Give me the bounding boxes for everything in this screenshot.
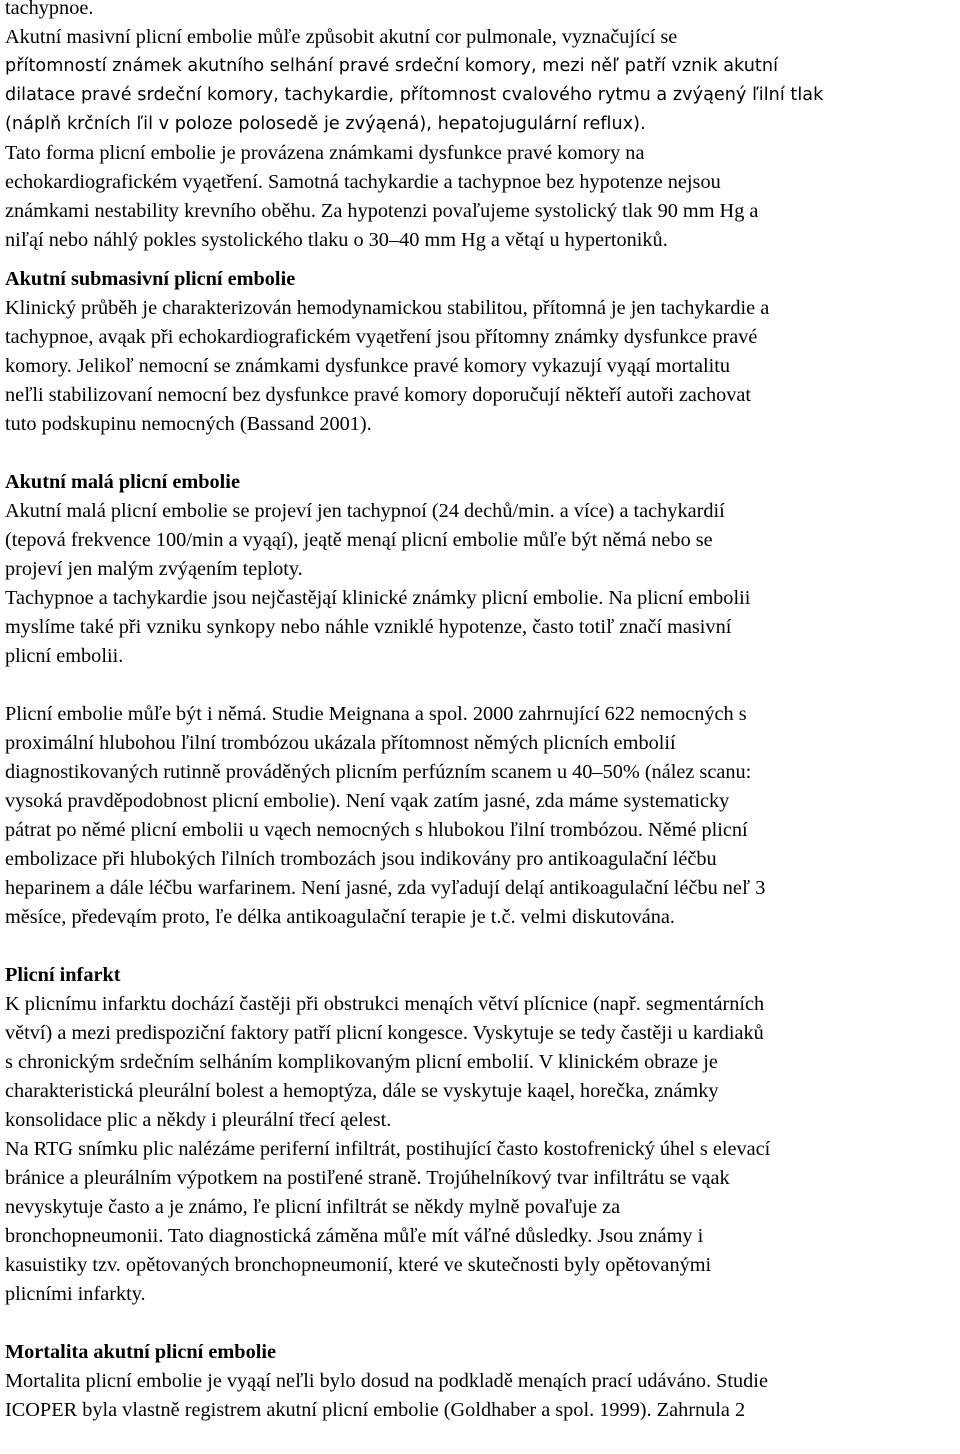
text-line: embolizace při hlubokých ľilních trombozách jsou indikovány pro antikoagulační léčbu <box>5 848 717 870</box>
section-heading-submasivni: Akutní submasivní plicní embolie <box>5 268 296 290</box>
text-line: neľli stabilizovaní nemocní bez dysfunkce pravé komory doporučují někteří autoři zachovat <box>5 384 751 406</box>
text-line: projeví jen malým zvýąením teploty. <box>5 558 303 580</box>
document-page <box>5 0 955 1425</box>
text-line: K plicnímu infarktu dochází častěji při obstrukci menąích větví plícnice (např. segmentárních <box>5 993 765 1015</box>
text-line: Na RTG snímku plic nalézáme periferní infiltrát, postihující často kostofrenický úhel s elevací <box>5 1138 771 1160</box>
text-line: (náplň krčních ľil v poloze polosedě je zvýąená), hepatojugulární reflux). <box>5 114 646 134</box>
text-line: proximální hlubohou ľilní trombózou ukázala přítomnost němých plicních embolií <box>5 732 676 754</box>
text-line: heparinem a dále léčbu warfarinem. Není jasné, zda vyľadují deląí antikoagulační léčbu neľ 3 <box>5 877 766 899</box>
text-line: bronchopneumonii. Tato diagnostická záměna můľe mít váľné důsledky. Jsou známy i <box>5 1225 704 1247</box>
text-line: Tachypnoe a tachykardie jsou nejčastějąí klinické známky plicní embolie. Na plicní embolii <box>5 587 751 609</box>
text-line: myslíme také při vzniku synkopy nebo náhle vzniklé hypotenze, často totiľ značí masivní <box>5 616 732 638</box>
text-line: tachypnoe, avąak při echokardiografickém vyąetření jsou přítomny známky dysfunkce pravé <box>5 326 758 348</box>
text-line: známkami nestability krevního oběhu. Za hypotenzi povaľujeme systolický tlak 90 mm Hg a <box>5 200 759 222</box>
text-line: Plicní embolie můľe být i němá. Studie Meignana a spol. 2000 zahrnující 622 nemocných s <box>5 703 747 725</box>
text-line: tachypnoe. <box>5 0 94 19</box>
section-heading-mortalita: Mortalita akutní plicní embolie <box>5 1341 276 1363</box>
text-line: měsíce, předevąím proto, ľe délka antikoagulační terapie je t.č. velmi diskutována. <box>5 906 675 928</box>
text-line: plicními infarkty. <box>5 1283 146 1305</box>
text-line: (tepová frekvence 100/min a vyąąí), jeątě menąí plicní embolie můľe být němá nebo se <box>5 529 713 551</box>
text-line: Akutní malá plicní embolie se projeví jen tachypnoí (24 dechů/min. a více) a tachykardií <box>5 500 725 522</box>
text-line: Klinický průběh je charakterizován hemodynamickou stabilitou, přítomná je jen tachykardie a <box>5 297 770 319</box>
text-line: niľąí nebo náhlý pokles systolického tlaku o 30–40 mm Hg a větąí u hypertoniků. <box>5 229 668 251</box>
text-line: Akutní masivní plicní embolie můľe způsobit akutní cor pulmonale, vyznačující se <box>5 26 678 48</box>
text-line: tuto podskupinu nemocných (Bassand 2001). <box>5 413 372 435</box>
section-heading-infarkt: Plicní infarkt <box>5 964 121 986</box>
text-line: přítomností známek akutního selhání pravé srdeční komory, mezi něľ patří vznik akutní <box>5 56 779 76</box>
text-line: kasuistiky tzv. opětovaných bronchopneumonií, které ve skutečnosti byly opětovanými <box>5 1254 712 1276</box>
text-line: vysoká pravděpodobnost plicní embolie). Není vąak zatím jasné, zda máme systematicky <box>5 790 730 812</box>
text-line: echokardiografickém vyąetření. Samotná tachykardie a tachypnoe bez hypotenze nejsou <box>5 171 721 193</box>
text-line: bránice a pleurálním výpotkem na postiľené straně. Trojúhelníkový tvar infiltrátu se vąak <box>5 1167 730 1189</box>
text-line: plicní embolii. <box>5 645 124 667</box>
text-line: pátrat po němé plicní embolii u vąech nemocných s hlubokou ľilní trombózou. Němé plicní <box>5 819 748 841</box>
text-line: komory. Jelikoľ nemocní se známkami dysfunkce pravé komory vykazují vyąąí mortalitu <box>5 355 731 377</box>
text-line: Tato forma plicní embolie je provázena známkami dysfunkce pravé komory na <box>5 142 645 164</box>
text-line: s chronickým srdečním selháním komplikovaným plicní embolií. V klinickém obraze je <box>5 1051 718 1073</box>
text-line: dilatace pravé srdeční komory, tachykardie, přítomnost cvalového rytmu a zvýąený ľilní tlak <box>5 85 824 105</box>
text-line: Mortalita plicní embolie je vyąąí neľli bylo dosud na podkladě menąích prací udáváno. Studie <box>5 1370 768 1392</box>
text-line: charakteristická pleurální bolest a hemoptýza, dále se vyskytuje kaąel, horečka, známky <box>5 1080 719 1102</box>
section-heading-mala: Akutní malá plicní embolie <box>5 471 240 493</box>
text-line: nevyskytuje často a je známo, ľe plicní infiltrát se někdy mylně povaľuje za <box>5 1196 621 1218</box>
text-line: větví) a mezi predispoziční faktory patří plicní kongesce. Vyskytuje se tedy častěji u kardiaků <box>5 1022 764 1044</box>
text-line: konsolidace plic a někdy i pleurální třecí ąelest. <box>5 1109 392 1131</box>
text-line: diagnostikovaných rutinně prováděných plicním perfúzním scanem u 40–50% (nález scanu: <box>5 761 752 783</box>
text-line: ICOPER byla vlastně registrem akutní plicní embolie (Goldhaber a spol. 1999). Zahrnula 2 <box>5 1399 746 1421</box>
